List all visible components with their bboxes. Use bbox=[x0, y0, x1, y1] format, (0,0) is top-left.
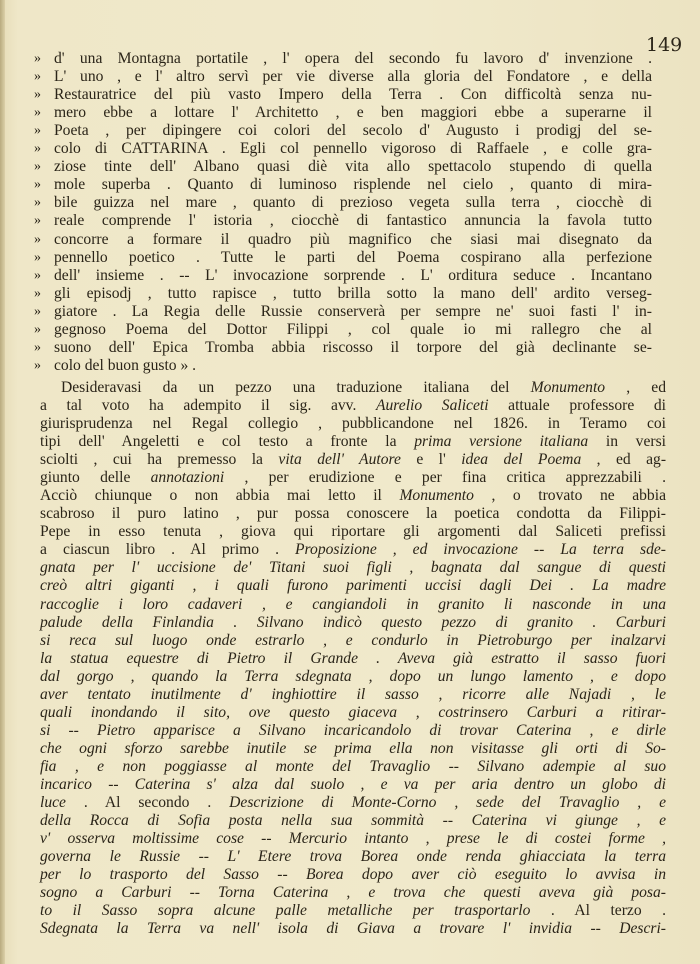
quote-line bbox=[34, 194, 652, 212]
paragraph-line bbox=[40, 541, 666, 559]
text-run: a tal voto ha adempito il sig. avv. bbox=[40, 396, 376, 414]
paragraph-line bbox=[40, 704, 666, 722]
quote-line-text: colo di CATTARINA . Egli col pennello vigoroso di Raffaele , e colle gra- bbox=[54, 140, 652, 158]
italic-text: creò altri giganti , i quali furono parimenti uccisi dagli Dei . La madre bbox=[40, 577, 666, 595]
quote-mark: » bbox=[34, 195, 41, 211]
quote-mark: » bbox=[34, 339, 41, 355]
italic-text: vita dell' Autore bbox=[278, 451, 401, 469]
italic-text: idea del Poema bbox=[461, 451, 582, 469]
italic-text: to il Sasso sopra alcune palle metalliche per trasportarlo bbox=[40, 902, 531, 920]
quote-line-text: gegnoso Poema del Dottor Filippi , col quale io mi rallegro che al bbox=[54, 320, 652, 338]
paragraph-line bbox=[40, 668, 666, 686]
quote-mark: » bbox=[34, 141, 41, 157]
italic-text: palude della Finlandia . Silvano indicò questo pezzo di granito . Carburi bbox=[40, 613, 666, 631]
quote-line bbox=[34, 248, 652, 267]
text-run: sciolti , cui ha premesso la bbox=[40, 451, 279, 469]
italic-text: si reca sul luogo onde estrarlo , e condurlo in Pietroburgo per inalzarvi bbox=[40, 631, 666, 649]
text-run: , o trovato ne abbia bbox=[473, 487, 666, 505]
text-run: , per erudizione e per fina critica apprezzabili . bbox=[224, 469, 666, 487]
quote-line-text: bile guizza nel mare , quanto di prezioso vegeta sulla terra , ciocchè di bbox=[54, 194, 652, 212]
paragraph-line bbox=[40, 451, 666, 469]
paragraph-line bbox=[40, 614, 666, 632]
quote-line bbox=[34, 338, 652, 357]
paragraph-line bbox=[40, 920, 666, 938]
italic-text: dal gorgo , quando la Terra sdegnata , dopo un lungo lamento , e dopo bbox=[40, 667, 666, 685]
quote-mark: » bbox=[34, 51, 41, 66]
paragraph-line bbox=[40, 487, 666, 505]
quote-mark: » bbox=[34, 303, 41, 319]
text-run: Acciò chiunque o non abbia mai letto il bbox=[40, 487, 400, 505]
quote-line-text: ziose tinte dell' Albano quasi diè vita allo spettacolo stupendo di quella bbox=[54, 158, 652, 176]
paragraph-line bbox=[40, 433, 666, 451]
text-run: attuale professore di bbox=[488, 396, 667, 414]
paragraph-line bbox=[40, 632, 666, 650]
quote-mark: » bbox=[34, 267, 41, 283]
quote-line-text: mole superba . Quanto di luminoso risplende nel cielo , quanto di mira- bbox=[54, 176, 652, 194]
paragraph-line bbox=[40, 776, 666, 794]
text-run: Pepe in esso tenuta , giova qui riportare gli argomenti dal Saliceti prefissi bbox=[40, 523, 666, 541]
paragraph-line bbox=[40, 505, 666, 523]
text-run: , ed bbox=[605, 378, 666, 396]
quote-line bbox=[34, 50, 652, 68]
quote-line bbox=[34, 104, 652, 122]
paragraph-line bbox=[40, 740, 666, 758]
quote-mark: » bbox=[34, 159, 41, 175]
quote-mark: » bbox=[34, 177, 41, 193]
quote-mark: » bbox=[34, 231, 41, 247]
quote-line-text: colo del buon gusto » . bbox=[54, 356, 197, 374]
quote-mark: » bbox=[34, 69, 41, 85]
paragraph-line bbox=[40, 812, 666, 830]
italic-text: governa le Russie -- L' Etere trova Borea onde renda ghiacciata la terra bbox=[40, 848, 666, 866]
paragraph-line bbox=[40, 469, 666, 487]
italic-text: sogno a Carburi -- Torna Caterina , e trova che questi aveva già posa- bbox=[40, 884, 666, 902]
paragraph-line bbox=[40, 596, 666, 614]
paragraph-line bbox=[40, 884, 666, 902]
quote-line bbox=[34, 266, 652, 285]
text-run: Desideravasi da un pezzo una traduzione italiana del bbox=[61, 378, 531, 396]
paragraph-line bbox=[40, 397, 666, 415]
italic-text: Monumento bbox=[530, 378, 606, 396]
quote-line-text: concorre a formare il quadro più magnifico che siasi mai disegnato da bbox=[54, 230, 652, 248]
quote-line bbox=[34, 158, 652, 176]
quote-mark: » bbox=[34, 285, 41, 301]
italic-text: v' osserva moltissime cose -- Mercurio intanto , prese le di costei forme , bbox=[40, 830, 666, 848]
italic-text: quali inondando il sito, ove questo giaceva , costrinsero Carburi a ritirar- bbox=[40, 703, 666, 721]
text-run: . Al terzo . bbox=[530, 902, 666, 920]
quote-line bbox=[34, 230, 652, 249]
text-run: tipi dell' Angeletti e col testo a fronte la bbox=[40, 433, 415, 451]
paragraph-line bbox=[40, 559, 666, 577]
paragraph-line bbox=[40, 866, 666, 884]
quote-line bbox=[34, 176, 652, 194]
quote-line-text: gli episodj , tutto rapisce , tutto brilla sotto la mano dell' ardito verseg- bbox=[54, 284, 652, 302]
italic-text: che ogni sforzo sarebbe inutile se prima ella non visitasse gli orti di So- bbox=[40, 739, 666, 757]
paragraph-line bbox=[40, 415, 666, 433]
quote-line-text: dell' insieme . -- L' invocazione sorprende . L' orditura seduce . Incantano bbox=[54, 266, 652, 284]
quote-line bbox=[34, 68, 652, 86]
italic-text: della Rocca di Sofia posta nella sua sommità -- Caterina vi giunge , e bbox=[40, 812, 666, 830]
italic-text: Sdegnata la Terra va nell' isola di Giava a trovare l' invidia -- Descri- bbox=[40, 920, 666, 938]
quote-line-text: reale comprende l' istoria , ciocchè di fantastico annuncia la favola tutto bbox=[54, 212, 652, 230]
quote-line-text: Restauratrice del più vasto Impero della Terra . Con difficoltà senza nu- bbox=[54, 86, 652, 104]
paragraph-line bbox=[40, 722, 666, 740]
italic-text: aver tentato inutilmente d' inghiottire il sasso , ricorre alle Najadi , le bbox=[40, 685, 666, 703]
italic-text: la statua equestre di Pietro il Grande . Aveva già estratto il sasso fuori bbox=[40, 649, 666, 667]
text-run: . Al secondo . bbox=[65, 794, 230, 812]
italic-text: per lo trasporto del Sasso -- Borea dopo aver ciò eseguito lo avvisa in bbox=[40, 866, 666, 884]
text-run: giunto delle bbox=[40, 469, 151, 487]
paragraph-line bbox=[40, 902, 666, 920]
quote-mark: » bbox=[34, 87, 41, 103]
quote-line-text: d' una Montagna portatile , l' opera del secondo fu lavoro d' invenzione . bbox=[54, 50, 652, 67]
quote-line-text: pennello poetico . Tutte le parti del Poema cospirano alla perfezione bbox=[54, 248, 652, 266]
quote-line-text: L' uno , e l' altro servì per vie diverse alla gloria del Fondatore , e della bbox=[54, 68, 652, 86]
quote-mark: » bbox=[34, 321, 41, 337]
italic-text: incarico -- Caterina s' alza dal suolo , e va per aria dentro un globo di bbox=[40, 776, 666, 793]
quote-line-text: suono dell' Epica Tromba abbia riscosso il torpore del già declinante se- bbox=[54, 338, 652, 356]
paragraph-line bbox=[40, 758, 666, 776]
paragraph-line bbox=[40, 686, 666, 704]
italic-text: si -- Pietro apparisce a Silvano incaricandolo di trovar Caterina , e dirle bbox=[40, 721, 666, 739]
italic-text: luce bbox=[40, 794, 66, 812]
quote-line bbox=[34, 356, 652, 375]
text-run: in versi bbox=[588, 433, 666, 451]
page-number: 149 bbox=[646, 34, 683, 56]
quote-mark: » bbox=[34, 357, 41, 373]
quote-line-text: giatore . La Regia delle Russie conserverà per sempre ne' suoi fasti l' in- bbox=[54, 302, 652, 320]
quote-mark: » bbox=[34, 213, 41, 229]
quote-line bbox=[34, 140, 652, 158]
text-run: scabroso il puro latino , pur possa conoscere la poetica condotta da Filippi- bbox=[40, 505, 666, 523]
quote-line bbox=[34, 320, 652, 339]
text-run: e l' bbox=[400, 451, 462, 469]
paragraph-line bbox=[40, 650, 666, 668]
quote-mark: » bbox=[34, 123, 41, 139]
italic-text: gnata per l' uccisione de' Titani suoi figli , bagnata dal sangue di questi bbox=[40, 559, 666, 577]
paragraph-line bbox=[61, 379, 666, 397]
paragraph-line bbox=[40, 830, 666, 848]
italic-text: Monumento bbox=[399, 487, 474, 505]
quote-line bbox=[34, 122, 652, 140]
quote-line bbox=[34, 302, 652, 321]
italic-text: Proposizione , ed invocazione -- La terra sde- bbox=[295, 541, 666, 559]
text-run: a ciascun libro . Al primo . bbox=[40, 541, 296, 559]
quote-line bbox=[34, 284, 652, 303]
italic-text: Aurelio Saliceti bbox=[375, 396, 489, 414]
quote-line-text: Poeta , per dipingere coi colori del secolo d' Augusto i prodigj del se- bbox=[54, 122, 652, 140]
quote-mark: » bbox=[34, 105, 41, 121]
quote-line-text: mero ebbe a lottare l' Architetto , e ben maggiori ebbe a superarne il bbox=[54, 104, 652, 122]
italic-text: raccoglie i loro cadaveri , e cangiandoli in granito li nasconde in una bbox=[40, 595, 666, 613]
page-binding-edge bbox=[0, 0, 5, 964]
italic-text: Descrizione di Monte-Corno , sede del Travaglio , e bbox=[229, 794, 667, 812]
paragraph-line bbox=[40, 794, 666, 812]
italic-text: annotazioni bbox=[150, 469, 225, 487]
italic-text: prima versione italiana bbox=[414, 433, 589, 451]
paragraph-line bbox=[40, 577, 666, 595]
paragraph-line bbox=[40, 848, 666, 866]
italic-text: fia , e non poggiasse al monte del Travaglio -- Silvano adempie al suo bbox=[40, 757, 666, 775]
quote-mark: » bbox=[34, 249, 41, 265]
paragraph-line bbox=[40, 523, 666, 541]
quote-line bbox=[34, 212, 652, 230]
text-run: , ed ag- bbox=[581, 451, 667, 469]
quote-line bbox=[34, 86, 652, 104]
text-run: giurisprudenza nel Regal collegio , pubblicandone nel 1826. in Teramo coi bbox=[40, 415, 666, 432]
